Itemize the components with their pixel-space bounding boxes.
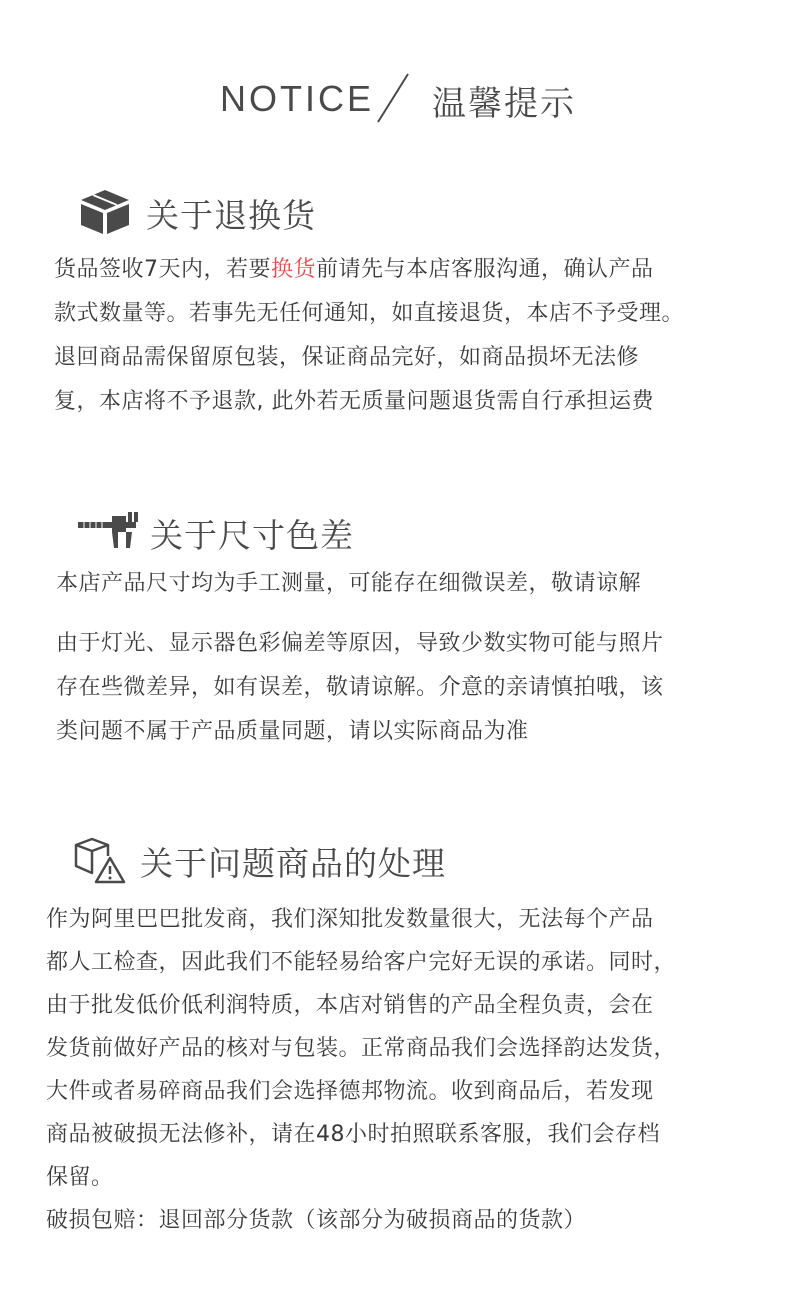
paragraph-line: 本店产品尺寸均为手工测量，可能存在细微误差，敬请谅解	[56, 571, 642, 596]
header-title-cn: 温馨提示	[432, 84, 576, 124]
paragraph-line: 由于批发低价低利润特质，本店对销售的产品全程负责，会在	[46, 993, 654, 1018]
text-segment: 前请先与本店客服沟通，确认产品	[316, 257, 654, 282]
slash-divider	[370, 72, 414, 124]
section-title: 关于退换货	[146, 196, 316, 235]
section-title: 关于问题商品的处理	[140, 844, 446, 883]
paragraph-line: 商品被破损无法修补，请在48小时拍照联系客服，我们会存档	[46, 1122, 660, 1147]
notice-header	[0, 72, 790, 128]
paragraph-line	[54, 252, 654, 283]
paragraph-line: 都人工检查，因此我们不能轻易给客户完好无误的承诺。同时，	[46, 950, 677, 975]
paragraph-line: 由于灯光、显示器色彩偏差等原因，导致少数实物可能与照片	[56, 631, 664, 656]
box-warning-icon	[74, 836, 126, 886]
highlight-exchange: 换货	[271, 257, 317, 282]
paragraph-line: 复，本店将不予退款, 此外若无质量问题退货需自行承担运费	[54, 389, 654, 414]
paragraph-line: 大件或者易碎商品我们会选择德邦物流。收到商品后，若发现	[46, 1079, 654, 1104]
paragraph-line: 退回商品需保留原包装，保证商品完好，如商品损坏无法修	[54, 345, 640, 370]
paragraph-line: 破损包赔：退回部分货款（该部分为破损商品的货款）	[46, 1208, 587, 1233]
section-title: 关于尺寸色差	[150, 516, 354, 555]
text-segment: 货品签收7天内，若要	[54, 257, 271, 282]
header-title-en: NOTICE	[220, 78, 375, 119]
paragraph-line: 类问题不属于产品质量同题，请以实际商品为准	[56, 719, 529, 744]
paragraph-line: 款式数量等。若事先无任何通知，如直接退货，本店不予受理。	[54, 301, 685, 326]
box-icon	[78, 188, 132, 236]
paragraph-line: 保留。	[46, 1165, 114, 1190]
paragraph-line: 存在些微差异，如有误差，敬请谅解。介意的亲请慎拍哦，该	[56, 675, 664, 700]
caliper-icon	[78, 512, 140, 556]
paragraph-line: 发货前做好产品的核对与包装。正常商品我们会选择韵达发货，	[46, 1036, 677, 1061]
paragraph-line: 作为阿里巴巴批发商，我们深知批发数量很大，无法每个产品	[46, 907, 654, 932]
